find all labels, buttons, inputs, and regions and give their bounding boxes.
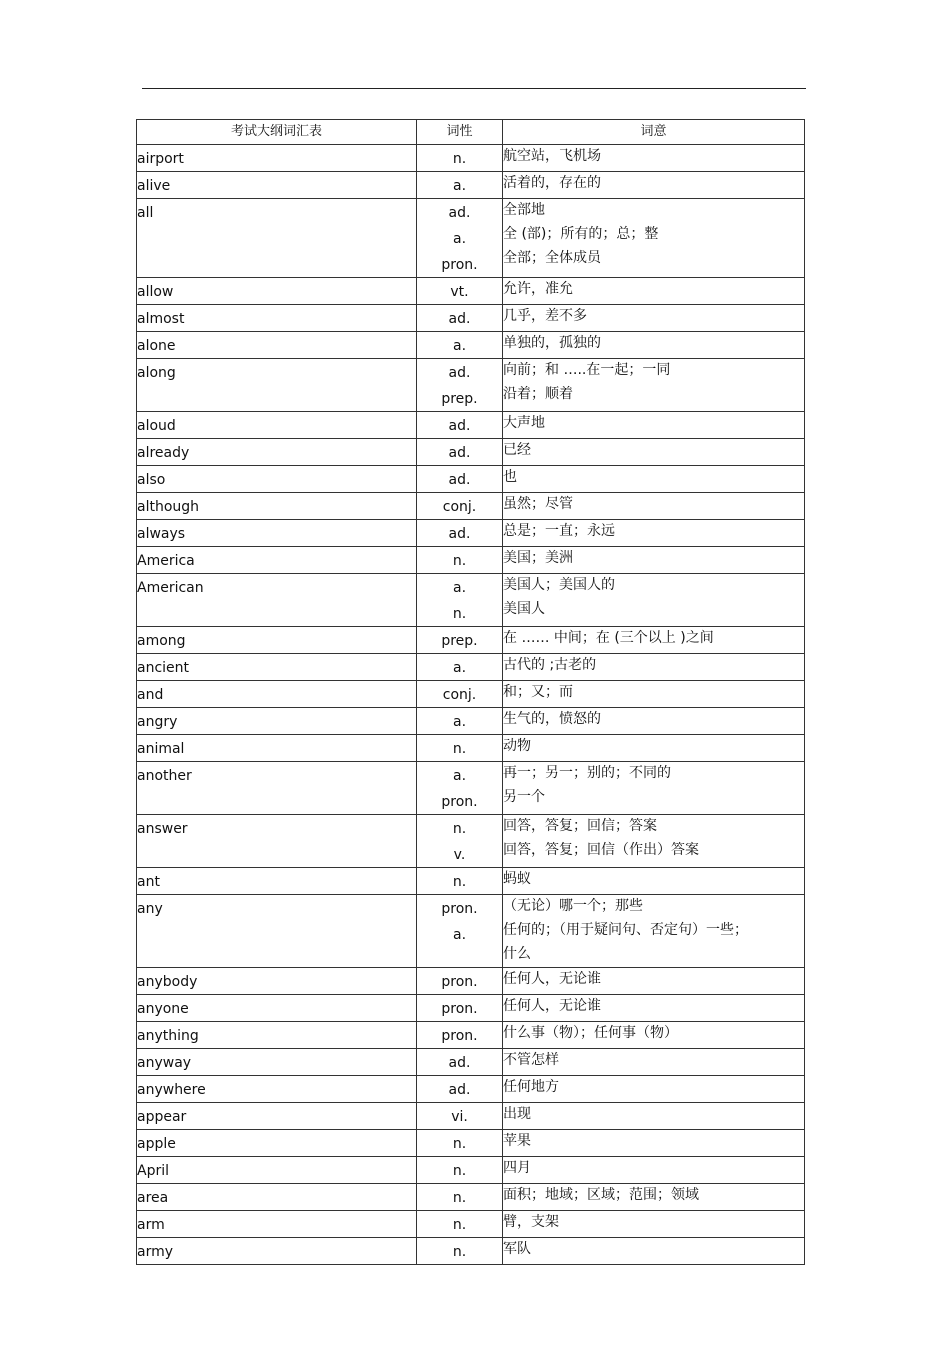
meaning-text: 动物 — [503, 738, 531, 754]
meaning-cell — [503, 520, 805, 547]
part-of-speech-text: a. — [452, 927, 467, 943]
table-row — [137, 1238, 805, 1265]
part-of-speech-text: a. — [452, 714, 467, 730]
meaning-cell — [503, 708, 805, 735]
part-of-speech-text: ad. — [448, 1055, 471, 1071]
word-text: among — [137, 633, 186, 649]
part-of-speech-cell — [417, 145, 503, 172]
part-of-speech-cell — [417, 1049, 503, 1076]
part-of-speech-text: ad. — [448, 365, 471, 381]
word-text: all — [137, 205, 154, 221]
table-row — [137, 305, 805, 332]
meaning-text: 任何地方 — [503, 1079, 559, 1095]
part-of-speech-text: a. — [452, 660, 467, 676]
part-of-speech-cell — [417, 968, 503, 995]
part-of-speech-text: n. — [452, 151, 467, 167]
meaning-cell — [503, 439, 805, 466]
word-cell — [137, 762, 417, 815]
word-text: and — [137, 687, 164, 703]
word-text: angry — [137, 714, 178, 730]
header-part-of-speech: 词性 — [417, 120, 503, 145]
meaning-text: 几乎，差不多 — [503, 308, 587, 324]
table-row — [137, 547, 805, 574]
table-row — [137, 574, 805, 627]
part-of-speech-cell — [417, 868, 503, 895]
part-of-speech-cell — [417, 359, 503, 412]
word-cell — [137, 412, 417, 439]
word-cell — [137, 1211, 417, 1238]
table-row — [137, 172, 805, 199]
word-cell — [137, 520, 417, 547]
word-text: anybody — [137, 974, 198, 990]
meaning-text: 航空站，飞机场 — [503, 148, 601, 164]
table-row — [137, 895, 805, 968]
part-of-speech-text: pron. — [441, 1001, 478, 1017]
table-row — [137, 868, 805, 895]
table-row — [137, 968, 805, 995]
part-of-speech-cell — [417, 547, 503, 574]
meaning-text: 已经 — [503, 442, 531, 458]
table-header-row — [137, 120, 805, 145]
meaning-text: 美国人 — [503, 601, 545, 617]
meaning-text: 全部；全体成员 — [503, 250, 601, 266]
table-row — [137, 762, 805, 815]
word-cell — [137, 466, 417, 493]
meaning-text: 面积；地域；区域；范围；领域 — [503, 1187, 699, 1203]
part-of-speech-cell — [417, 1076, 503, 1103]
part-of-speech-cell — [417, 627, 503, 654]
meaning-cell — [503, 627, 805, 654]
part-of-speech-text: pron. — [441, 974, 478, 990]
word-text: allow — [137, 284, 174, 300]
meaning-cell — [503, 574, 805, 627]
word-text: already — [137, 445, 190, 461]
part-of-speech-text: v. — [453, 847, 466, 863]
part-of-speech-cell — [417, 735, 503, 762]
part-of-speech-cell — [417, 815, 503, 868]
part-of-speech-cell — [417, 762, 503, 815]
word-cell — [137, 681, 417, 708]
meaning-text: 不管怎样 — [503, 1052, 559, 1068]
table-row — [137, 627, 805, 654]
meaning-cell — [503, 412, 805, 439]
part-of-speech-cell — [417, 654, 503, 681]
meaning-text: 向前；和 …..在一起；一同 — [503, 362, 671, 378]
part-of-speech-cell — [417, 574, 503, 627]
word-text: anyone — [137, 1001, 189, 1017]
meaning-cell — [503, 547, 805, 574]
meaning-cell — [503, 359, 805, 412]
table-row — [137, 654, 805, 681]
part-of-speech-text: n. — [452, 1244, 467, 1260]
word-cell — [137, 1130, 417, 1157]
meaning-text: 任何的；（用于疑问句、否定句）一些； — [503, 922, 748, 938]
meaning-text: 全部地 — [503, 202, 545, 218]
meaning-cell — [503, 145, 805, 172]
table-row — [137, 681, 805, 708]
part-of-speech-cell — [417, 1022, 503, 1049]
part-of-speech-text: vi. — [451, 1109, 468, 1125]
meaning-text: 军队 — [503, 1241, 531, 1257]
table-row — [137, 1157, 805, 1184]
table-row — [137, 199, 805, 278]
part-of-speech-text: ad. — [448, 472, 471, 488]
meaning-cell — [503, 1130, 805, 1157]
part-of-speech-cell — [417, 708, 503, 735]
meaning-text: 全 (部)；所有的；总；整 — [503, 226, 659, 242]
part-of-speech-text: ad. — [448, 205, 471, 221]
meaning-text: 什么 — [503, 946, 531, 962]
word-text: alive — [137, 178, 171, 194]
word-text: always — [137, 526, 186, 542]
meaning-cell — [503, 681, 805, 708]
meaning-text: 古代的 ;古老的 — [503, 657, 597, 673]
meaning-cell — [503, 995, 805, 1022]
meaning-text: 和；又；而 — [503, 684, 573, 700]
meaning-cell — [503, 1184, 805, 1211]
word-text: another — [137, 768, 192, 784]
meaning-text: 活着的，存在的 — [503, 175, 601, 191]
meaning-text: 出现 — [503, 1106, 531, 1122]
part-of-speech-text: n. — [452, 741, 467, 757]
meaning-text: 苹果 — [503, 1133, 531, 1149]
part-of-speech-text: n. — [452, 1217, 467, 1233]
header-word: 考试大纲词汇表 — [137, 120, 417, 145]
word-cell — [137, 1076, 417, 1103]
part-of-speech-cell — [417, 1211, 503, 1238]
part-of-speech-text: prep. — [441, 391, 478, 407]
word-text: anywhere — [137, 1082, 206, 1098]
part-of-speech-text: n. — [452, 553, 467, 569]
part-of-speech-cell — [417, 439, 503, 466]
word-text: almost — [137, 311, 185, 327]
meaning-cell — [503, 278, 805, 305]
part-of-speech-cell — [417, 1184, 503, 1211]
part-of-speech-text: pron. — [441, 1028, 478, 1044]
word-cell — [137, 815, 417, 868]
meaning-cell — [503, 815, 805, 868]
meaning-text: 生气的，愤怒的 — [503, 711, 601, 727]
word-cell — [137, 332, 417, 359]
word-text: ancient — [137, 660, 190, 676]
part-of-speech-cell — [417, 278, 503, 305]
meaning-cell — [503, 466, 805, 493]
part-of-speech-text: a. — [452, 178, 467, 194]
table-row — [137, 412, 805, 439]
word-text: also — [137, 472, 166, 488]
meaning-cell — [503, 1049, 805, 1076]
part-of-speech-text: ad. — [448, 1082, 471, 1098]
meaning-cell — [503, 1103, 805, 1130]
part-of-speech-text: prep. — [441, 633, 478, 649]
part-of-speech-cell — [417, 681, 503, 708]
table-row — [137, 439, 805, 466]
meaning-cell — [503, 172, 805, 199]
meaning-cell — [503, 332, 805, 359]
word-text: anything — [137, 1028, 199, 1044]
part-of-speech-text: n. — [452, 1136, 467, 1152]
table-row — [137, 332, 805, 359]
word-cell — [137, 895, 417, 968]
meaning-cell — [503, 199, 805, 278]
word-cell — [137, 574, 417, 627]
word-cell — [137, 735, 417, 762]
word-cell — [137, 708, 417, 735]
meaning-text: 也 — [503, 469, 517, 485]
part-of-speech-text: conj. — [442, 687, 477, 703]
meaning-cell — [503, 1157, 805, 1184]
meaning-text: 再一；另一；别的；不同的 — [503, 765, 671, 781]
word-cell — [137, 654, 417, 681]
table-row — [137, 1022, 805, 1049]
word-text: apple — [137, 1136, 176, 1152]
meaning-text: 沿着；顺着 — [503, 386, 573, 402]
part-of-speech-cell — [417, 199, 503, 278]
word-text: animal — [137, 741, 185, 757]
part-of-speech-text: ad. — [448, 526, 471, 542]
part-of-speech-text: a. — [452, 768, 467, 784]
word-text: ant — [137, 874, 160, 890]
word-cell — [137, 1103, 417, 1130]
part-of-speech-text: n. — [452, 821, 467, 837]
word-cell — [137, 547, 417, 574]
part-of-speech-cell — [417, 1157, 503, 1184]
part-of-speech-text: n. — [452, 874, 467, 890]
part-of-speech-text: conj. — [442, 499, 477, 515]
meaning-text: 美国人；美国人的 — [503, 577, 615, 593]
table-row — [137, 995, 805, 1022]
table-row — [137, 735, 805, 762]
word-text: anyway — [137, 1055, 192, 1071]
word-cell — [137, 439, 417, 466]
meaning-text: 大声地 — [503, 415, 545, 431]
meaning-text: 美国；美洲 — [503, 550, 573, 566]
word-text: answer — [137, 821, 188, 837]
part-of-speech-cell — [417, 493, 503, 520]
table-row — [137, 1076, 805, 1103]
part-of-speech-text: a. — [452, 580, 467, 596]
part-of-speech-text: pron. — [441, 901, 478, 917]
table-row — [137, 1184, 805, 1211]
word-cell — [137, 305, 417, 332]
table-row — [137, 359, 805, 412]
meaning-cell — [503, 654, 805, 681]
part-of-speech-cell — [417, 172, 503, 199]
word-cell — [137, 1238, 417, 1265]
part-of-speech-text: n. — [452, 1190, 467, 1206]
part-of-speech-text: ad. — [448, 445, 471, 461]
table-row — [137, 815, 805, 868]
word-cell — [137, 995, 417, 1022]
table-row — [137, 278, 805, 305]
word-cell — [137, 172, 417, 199]
part-of-speech-text: a. — [452, 338, 467, 354]
word-text: arm — [137, 1217, 165, 1233]
word-text: America — [137, 553, 195, 569]
table-row — [137, 466, 805, 493]
part-of-speech-cell — [417, 332, 503, 359]
word-text: area — [137, 1190, 169, 1206]
word-text: American — [137, 580, 204, 596]
word-cell — [137, 1049, 417, 1076]
part-of-speech-text: pron. — [441, 794, 478, 810]
word-cell — [137, 199, 417, 278]
part-of-speech-cell — [417, 305, 503, 332]
part-of-speech-cell — [417, 466, 503, 493]
word-text: along — [137, 365, 176, 381]
meaning-cell — [503, 762, 805, 815]
meaning-text: 什么事（物）；任何事（物） — [503, 1025, 678, 1041]
part-of-speech-text: pron. — [441, 257, 478, 273]
meaning-cell — [503, 1238, 805, 1265]
meaning-text: 任何人，无论谁 — [503, 998, 601, 1014]
part-of-speech-text: n. — [452, 606, 467, 622]
vocabulary-rows — [137, 145, 805, 1265]
word-text: any — [137, 901, 163, 917]
part-of-speech-text: a. — [452, 231, 467, 247]
meaning-cell — [503, 895, 805, 968]
word-cell — [137, 1022, 417, 1049]
header-rule — [142, 88, 806, 89]
word-text: airport — [137, 151, 184, 167]
part-of-speech-cell — [417, 520, 503, 547]
word-cell — [137, 968, 417, 995]
part-of-speech-cell — [417, 1103, 503, 1130]
meaning-text: 在 …… 中间；在 (三个以上 )之间 — [503, 630, 714, 646]
meaning-text: 臂，支架 — [503, 1214, 559, 1230]
meaning-cell — [503, 1022, 805, 1049]
table-row — [137, 708, 805, 735]
table-row — [137, 520, 805, 547]
meaning-cell — [503, 735, 805, 762]
meaning-text: 回答，答复；回信；答案 — [503, 818, 657, 834]
word-text: April — [137, 1163, 169, 1179]
meaning-cell — [503, 1076, 805, 1103]
part-of-speech-text: vt. — [450, 284, 469, 300]
meaning-cell — [503, 968, 805, 995]
meaning-text: 单独的，孤独的 — [503, 335, 601, 351]
part-of-speech-cell — [417, 1130, 503, 1157]
table-row — [137, 1130, 805, 1157]
meaning-text: 虽然；尽管 — [503, 496, 573, 512]
word-text: alone — [137, 338, 176, 354]
table-row — [137, 493, 805, 520]
word-cell — [137, 868, 417, 895]
meaning-text: 任何人，无论谁 — [503, 971, 601, 987]
meaning-text: 回答，答复；回信（作出）答案 — [503, 842, 699, 858]
meaning-text: 总是；一直；永远 — [503, 523, 615, 539]
part-of-speech-cell — [417, 995, 503, 1022]
word-text: army — [137, 1244, 174, 1260]
meaning-text: 四月 — [503, 1160, 531, 1176]
word-cell — [137, 359, 417, 412]
table-row — [137, 1211, 805, 1238]
table-row — [137, 145, 805, 172]
meaning-text: （无论）哪一个；那些 — [503, 898, 643, 914]
meaning-text: 蚂蚁 — [503, 871, 531, 887]
header-meaning: 词意 — [503, 120, 805, 145]
word-text: although — [137, 499, 200, 515]
part-of-speech-cell — [417, 895, 503, 968]
word-cell — [137, 278, 417, 305]
meaning-cell — [503, 305, 805, 332]
part-of-speech-cell — [417, 412, 503, 439]
part-of-speech-text: ad. — [448, 311, 471, 327]
meaning-cell — [503, 1211, 805, 1238]
vocabulary-table — [136, 119, 805, 1265]
word-cell — [137, 493, 417, 520]
word-cell — [137, 1157, 417, 1184]
word-cell — [137, 627, 417, 654]
table-row — [137, 1103, 805, 1130]
meaning-text: 允许，准允 — [503, 281, 573, 297]
meaning-cell — [503, 868, 805, 895]
word-cell — [137, 145, 417, 172]
meaning-cell — [503, 493, 805, 520]
part-of-speech-cell — [417, 1238, 503, 1265]
word-text: aloud — [137, 418, 176, 434]
part-of-speech-text: n. — [452, 1163, 467, 1179]
meaning-text: 另一个 — [503, 789, 545, 805]
table-row — [137, 1049, 805, 1076]
word-text: appear — [137, 1109, 187, 1125]
part-of-speech-text: ad. — [448, 418, 471, 434]
word-cell — [137, 1184, 417, 1211]
